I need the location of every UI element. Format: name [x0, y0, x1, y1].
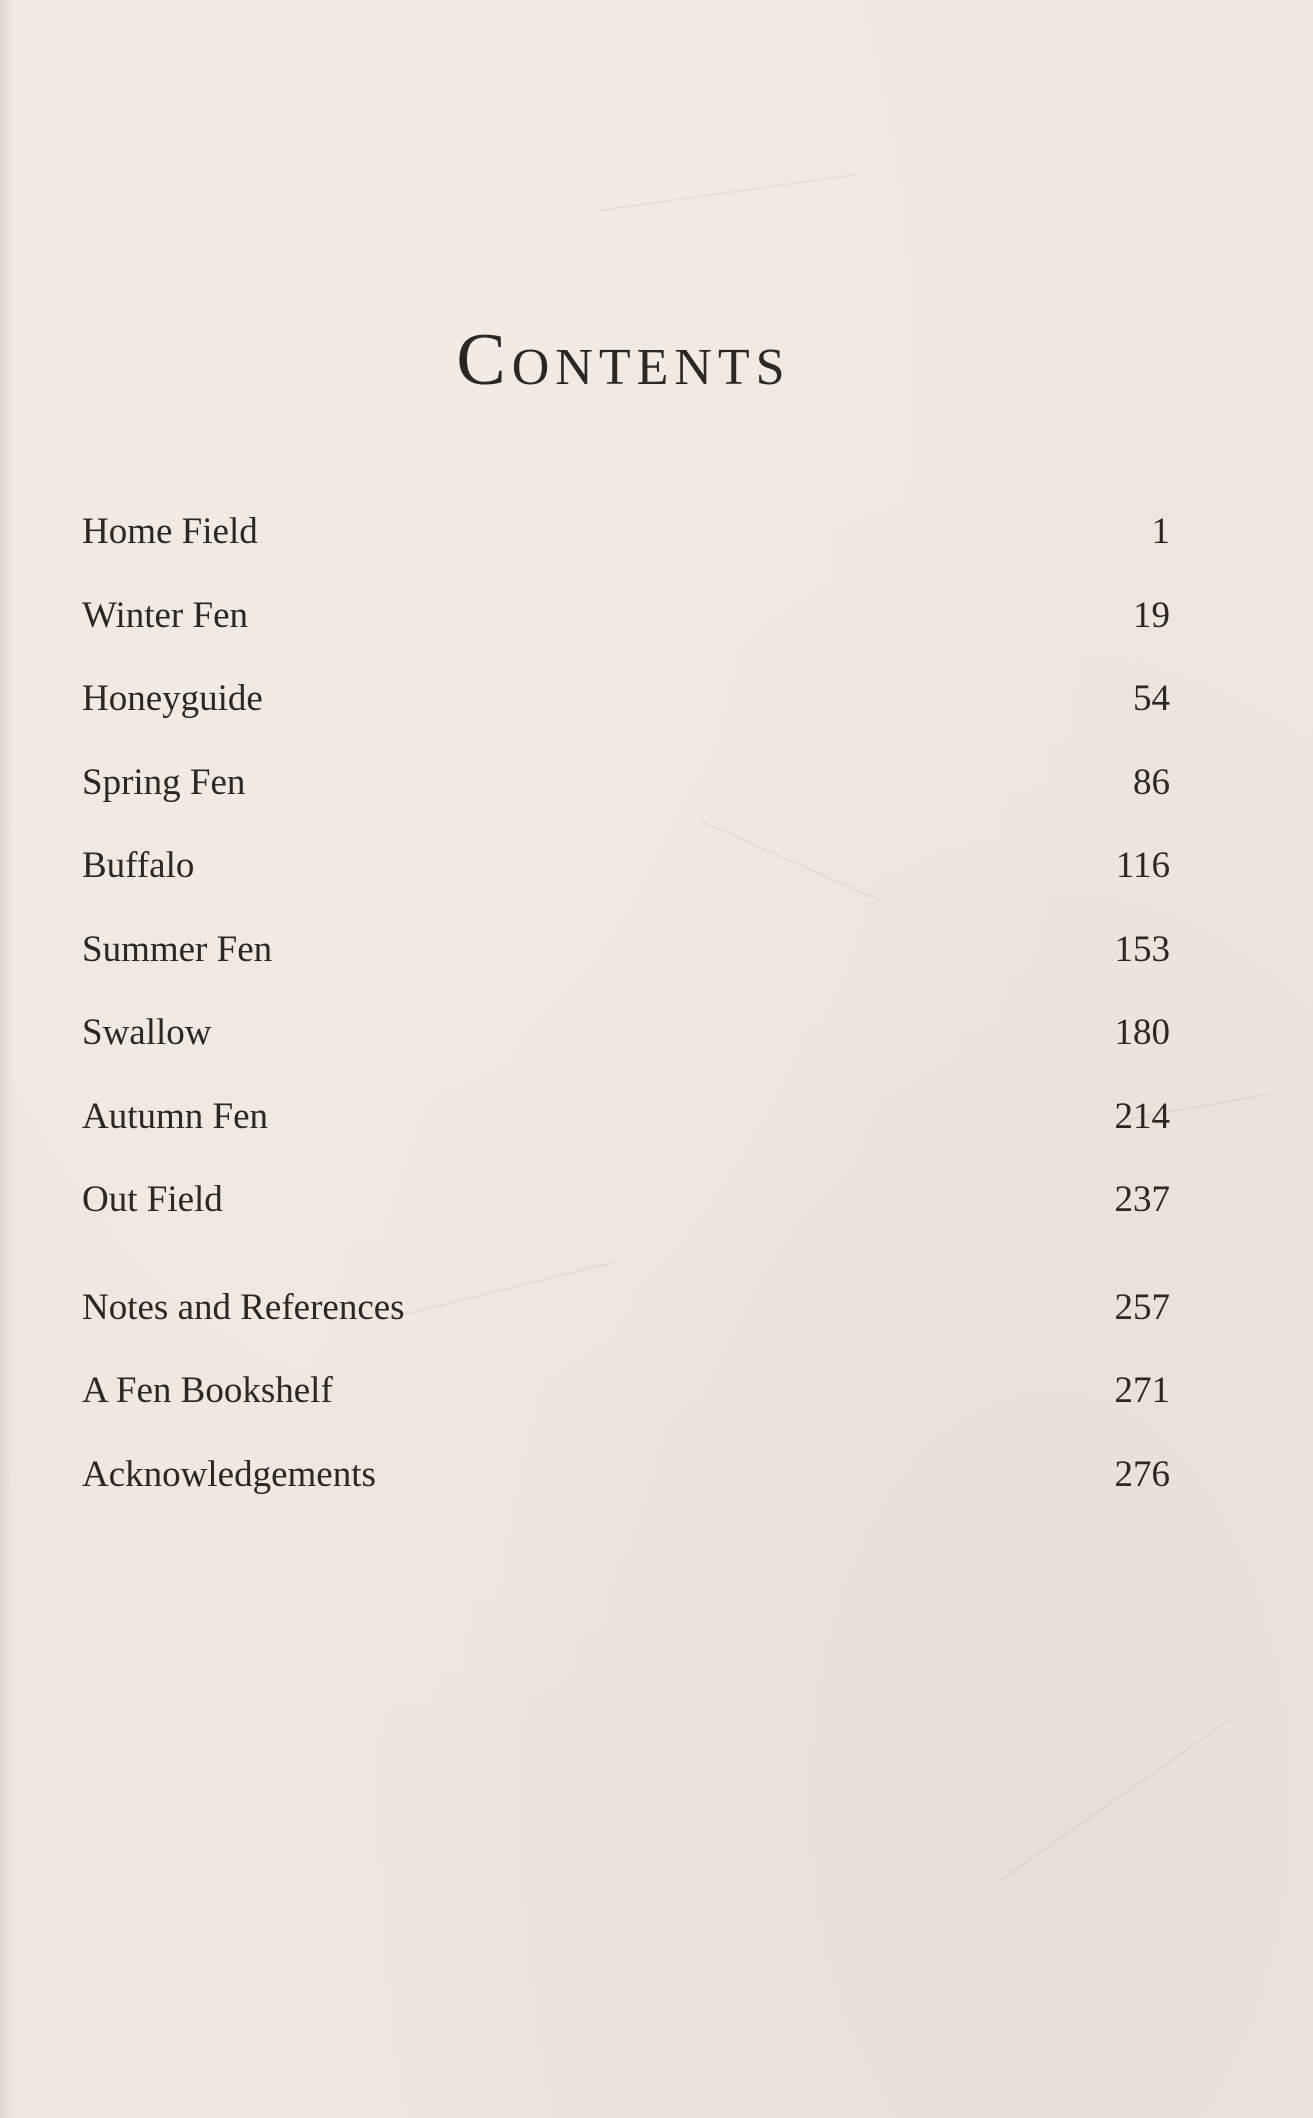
paper-fibre [1000, 1719, 1230, 1880]
toc-entry-title: Summer Fen [82, 928, 273, 970]
toc-entry-title: Spring Fen [82, 761, 246, 803]
toc-entry-page: 54 [1133, 678, 1170, 719]
toc-entry-title: Notes and References [82, 1286, 405, 1328]
toc-entry [82, 1369, 1170, 1453]
toc-entry-title: Winter Fen [82, 594, 248, 636]
toc-entry-title: Honeyguide [82, 678, 263, 719]
toc-entry-title: Acknowledgements [82, 1453, 376, 1495]
toc-entry-page: 86 [1133, 761, 1170, 803]
paper-fibre [600, 174, 858, 211]
toc-entry-title: A Fen Bookshelf [82, 1370, 333, 1411]
toc-entry-page: 180 [1114, 1012, 1170, 1053]
toc-entry [82, 844, 1170, 928]
toc-entry [82, 1178, 1170, 1262]
toc-entry [82, 761, 1170, 845]
toc-entry [82, 594, 1170, 678]
toc-entry [82, 677, 1170, 761]
toc-entry-page: 1 [1151, 511, 1170, 552]
toc-entry-page: 237 [1114, 1179, 1170, 1220]
toc-entry-title: Home Field [82, 511, 258, 552]
toc-entry-page: 276 [1114, 1453, 1170, 1495]
toc-entry [82, 1011, 1170, 1095]
toc-entry-page: 271 [1114, 1370, 1170, 1411]
page-title: Contents [456, 319, 791, 401]
toc-entry-page: 257 [1114, 1286, 1170, 1328]
toc-entry [82, 510, 1170, 594]
toc-entry-title: Out Field [82, 1179, 223, 1220]
toc-entry-page: 19 [1133, 594, 1170, 636]
toc-entry-page: 153 [1114, 928, 1170, 970]
toc-entry-title: Autumn Fen [82, 1095, 269, 1137]
toc-entry [82, 1453, 1170, 1537]
toc-entry [82, 1286, 1170, 1370]
table-of-contents [82, 510, 1170, 1536]
toc-entry-page: 214 [1114, 1095, 1170, 1137]
toc-entry [82, 1095, 1170, 1179]
toc-entry-title: Buffalo [82, 845, 195, 886]
toc-entry-title: Swallow [82, 1012, 212, 1053]
toc-entry-page: 116 [1115, 845, 1170, 886]
toc-entry [82, 928, 1170, 1012]
